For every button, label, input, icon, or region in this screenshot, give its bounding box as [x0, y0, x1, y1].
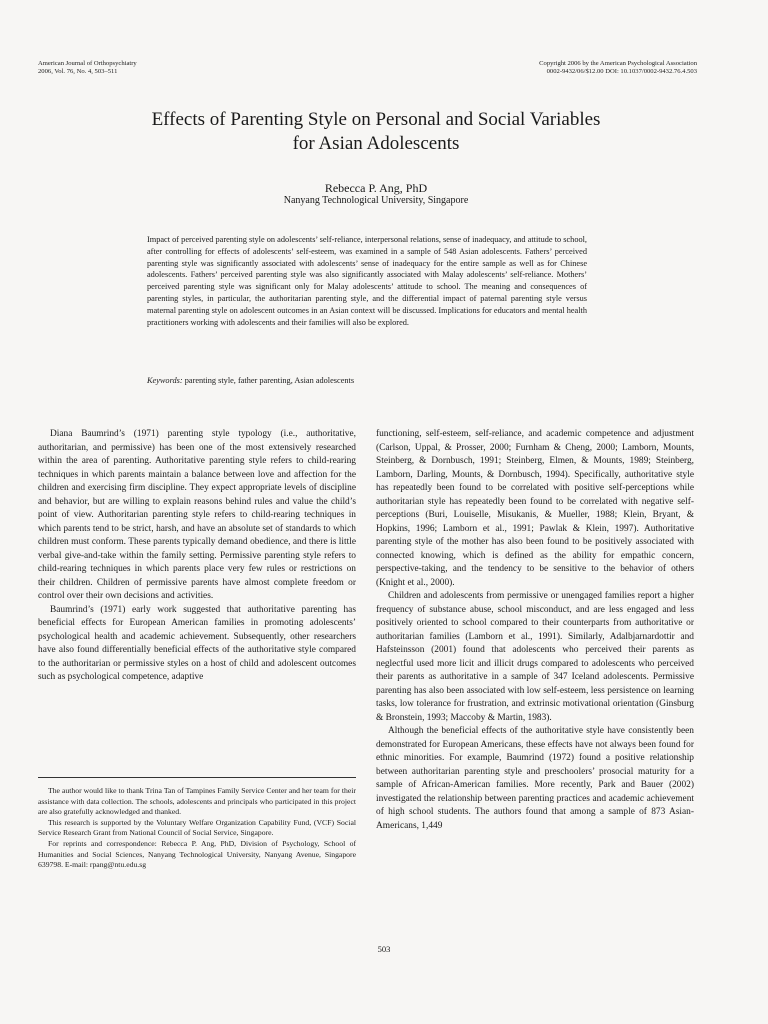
- title-line-1: Effects of Parenting Style on Personal and Social Variables: [151, 109, 601, 130]
- author-name: Rebecca P. Ang, PhD: [324, 181, 428, 195]
- title-line-2: for Asian Adolescents: [292, 133, 460, 154]
- body-paragraph: Baumrind’s (1971) early work suggested that authoritative parenting has beneficial effects for European American families in promoting adolescents’ psychological health and academic achievement. Subsequently, other researchers have also found differentially beneficial effects of the authoritative style compared to the authoritarian or permissive styles on a host of child and adolescent outcomes such as psychological competence, adaptive: [38, 604, 356, 682]
- copyright-header: [539, 60, 697, 76]
- body-column-left: [38, 428, 356, 685]
- keywords-label: Keywords:: [147, 376, 183, 385]
- page-number: 503: [377, 944, 391, 954]
- author-affiliation: Nanyang Technological University, Singapore: [283, 195, 469, 206]
- article-title: [80, 108, 672, 156]
- author-footnotes: [38, 786, 356, 871]
- footnote-divider: [38, 777, 356, 778]
- journal-volume: 2006, Vol. 76, No. 4, 503–511: [38, 68, 118, 75]
- doi-line: 0002-9432/06/$12.00 DOI: 10.1037/0002-9432.76.4.503: [546, 68, 697, 75]
- footnote-correspondence: For reprints and correspondence: Rebecca P. Ang, PhD, Division of Psychology, School of Humanities and Social Sciences, Nanyang Technological University, Nanyang Avenue, Singapore 639798. E-mail: rpang@ntu.edu.sg: [38, 838, 356, 870]
- abstract: Impact of perceived parenting style on adolescents’ self-reliance, interpersonal relations, sense of inadequacy, and attitude to school, after controlling for effects of adolescents’ self-esteem, was examined in a sample of 548 Asian adolescents. Fathers’ perceived parenting style was significantly associated with adolescents’ sense of inadequacy for the entire sample as well as for Chinese adolescents. Fathers’ perceived parenting style was also significantly associated with Malay adolescents’ self-reliance. Mothers’ perceived parenting style was significant only for Malay adolescents’ attitude to school. The meaning and consequences of parenting styles, in particular, the authoritarian parenting style, and the differential impact of paternal parenting style versus maternal parenting style on adolescent outcomes in an Asian context will be discussed. Implications for educators and mental health practitioners working with adolescents and their families will also be explored.: [147, 235, 587, 327]
- body-paragraph: Diana Baumrind’s (1971) parenting style typology (i.e., authoritative, authoritarian, and permissive) has been one of the most extensively researched within the area of parenting. Authoritative parenting style refers to child-rearing techniques in which parents maintain a balance between love and affection for the children and exercising firm discipline. They expect appropriate levels of discipline and behavior, but are willing to explain reasons behind rules and value the child’s point of view. Authoritarian parenting style refers to child-rearing techniques in which parents tend to be strict, harsh, and have an absolute set of standards to which children must conform. These parents typically demand obedience, and there is little verbal give-and-take within the family setting. Permissive parenting style refers to child-rearing techniques in which parents place very few rules or restrictions on their children. Children of permissive parents have almost complete freedom or control over their own decisions and activities.: [38, 429, 356, 601]
- keywords: [147, 375, 587, 386]
- footnote-acknowledgment: The author would like to thank Trina Tan of Tampines Family Service Center and her team for their assistance with data collection. The schools, adolescents and principals who participated in this project are also gratefully acknowledged and thanked.: [38, 786, 356, 817]
- copyright-notice: Copyright 2006 by the American Psychological Association: [539, 60, 697, 67]
- journal-name: American Journal of Orthopsychiatry: [38, 60, 137, 67]
- body-column-right: [376, 428, 694, 833]
- journal-citation-header: [38, 60, 137, 76]
- body-paragraph: Although the beneficial effects of the authoritative style have consistently been demonstrated for European Americans, these effects have not always been found for ethnic minorities. For example, Baumrind (1972) found a positive relationship between authoritarian parenting style and preschoolers’ prosocial maturity for a sample of African-American families. More recently, Park and Bauer (2002) investigated the relationship between parenting practices and academic achievement of high school students. The authors found that among a sample of 873 Asian-Americans, 1,449: [376, 726, 694, 831]
- footnote-funding: This research is supported by the Voluntary Welfare Organization Capability Fund, (VCF) Social Service Research Grant from National Council of Social Service, Singapore.: [38, 817, 356, 838]
- keywords-text: parenting style, father parenting, Asian adolescents: [184, 376, 355, 385]
- body-paragraph: Children and adolescents from permissive or unengaged families report a higher frequency of substance abuse, school misconduct, and are less engaged and less positively oriented to school compared to their counterparts from authoritative or authoritarian families (Lamborn et al., 1991). Similarly, Adalbjarnardottir and Hafsteinsson (2001) found that adolescents who perceived their parents as neglectful used more licit and illicit drugs compared to adolescents who perceived their parents as authoritative in a sample of 347 Iceland adolescents. Permissive parenting has also been associated with low self-esteem, less persistence on learning tasks, low tolerance for frustration, and extrinsic motivational orientation (Ginsburg & Bronstein, 1993; Maccoby & Martin, 1983).: [376, 591, 694, 723]
- body-paragraph: functioning, self-esteem, self-reliance, and academic competence and adjustment (Carlson, Uppal, & Prosser, 2000; Furnham & Cheng, 2000; Lamborn, Mounts, Steinberg, & Dornbusch, 1991; Steinberg, Elmen, & Mounts, 1989; Steinberg, Lamborn, Darling, Mounts, & Dornbusch, 1994). Specifically, authoritative style has repeatedly been found to be correlated with positive self-perceptions while authoritarian style has repeatedly been found to be correlated with negative self-perceptions (Buri, Louiselle, Misukanis, & Mueller, 1988; Klein, Bryant, & Hopkins, 1996; Lamborn et al., 1991; Pawlak & Klein, 1997). Authoritative parenting style of the mother has also been found to be positively associated with connected knowing, which is defined as the ability for empathic concern, perspective-taking, and the tendency to be sensitive to the behavior of others (Knight et al., 2000).: [376, 429, 694, 588]
